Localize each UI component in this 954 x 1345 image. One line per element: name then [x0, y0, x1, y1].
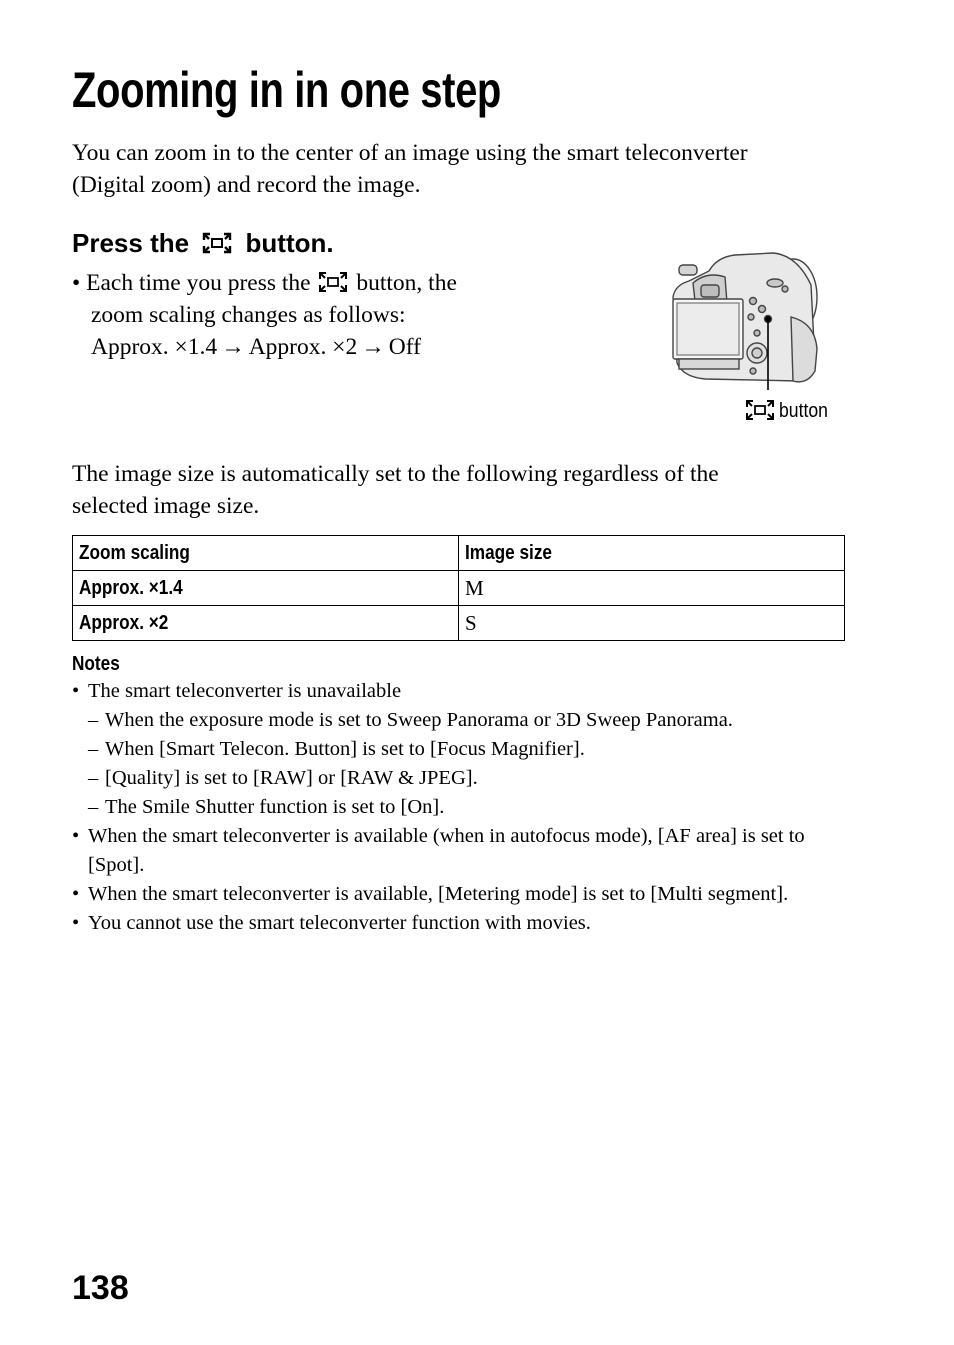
paragraph-line: The image size is automatically set to the following regardless of the	[72, 461, 719, 487]
smart-zoom-icon	[745, 399, 775, 421]
note-subitem: – When the exposure mode is set to Sweep Panorama or 3D Sweep Panorama.	[72, 706, 852, 735]
note-item: • When the smart teleconverter is available, [Metering mode] is set to [Multi segment].	[72, 880, 852, 909]
zoom-sequence	[72, 331, 552, 363]
bullet-text: Each time you press the	[86, 270, 311, 296]
notes-heading: Notes	[72, 653, 120, 675]
step-heading	[72, 225, 334, 261]
paragraph-line: selected image size.	[72, 493, 260, 519]
smart-zoom-icon	[202, 232, 232, 254]
zoom-size-table	[72, 535, 845, 641]
intro-line: (Digital zoom) and record the image.	[72, 172, 421, 198]
table-header-row	[73, 536, 845, 571]
figure-caption-text: button	[779, 400, 828, 422]
table-row	[73, 571, 845, 606]
arrow-right-icon: →	[361, 334, 385, 360]
table-header-cell: Image size	[459, 536, 845, 571]
step-heading-text: Press the	[72, 228, 190, 258]
bullet-text: button, the	[356, 270, 457, 296]
intro-paragraph	[72, 137, 872, 201]
zoom-step: Approx. ×1.4	[91, 334, 218, 360]
note-item: • The smart teleconverter is unavailable	[72, 677, 852, 706]
table-cell: Approx. ×2	[73, 606, 459, 641]
note-subitem: – When [Smart Telecon. Button] is set to [Focus Magnifier].	[72, 735, 852, 764]
page-title: Zooming in in one step	[72, 62, 501, 118]
table-cell: S	[459, 606, 845, 641]
intro-line: You can zoom in to the center of an image using the smart teleconverter	[72, 140, 748, 166]
arrow-right-icon: →	[221, 334, 245, 360]
page-number: 138	[72, 1269, 129, 1307]
table-cell: M	[459, 571, 845, 606]
figure-caption	[745, 396, 835, 426]
table-header-cell: Zoom scaling	[73, 536, 459, 571]
table-cell: Approx. ×1.4	[73, 571, 459, 606]
step-bullet: • Each time you press the button, the zoom scaling changes as follows: Approx. ×1.4 → Approx. ×2 → Off	[72, 267, 552, 363]
bullet-text: zoom scaling changes as follows:	[91, 302, 406, 328]
note-subitem: – The Smile Shutter function is set to [On].	[72, 793, 852, 822]
zoom-step: Off	[388, 334, 421, 360]
zoom-step: Approx. ×2	[248, 334, 358, 360]
table-row	[73, 606, 845, 641]
note-subitem: – [Quality] is set to [RAW] or [RAW & JPEG].	[72, 764, 852, 793]
camera-illustration	[665, 245, 825, 395]
note-item: • You cannot use the smart teleconverter function with movies.	[72, 909, 852, 938]
notes-list	[72, 677, 852, 938]
step-heading-text: button.	[245, 228, 334, 258]
size-paragraph	[72, 458, 872, 522]
note-item: • When the smart teleconverter is available (when in autofocus mode), [AF area] is set to [Spot].	[72, 822, 852, 880]
smart-zoom-icon	[318, 271, 348, 293]
